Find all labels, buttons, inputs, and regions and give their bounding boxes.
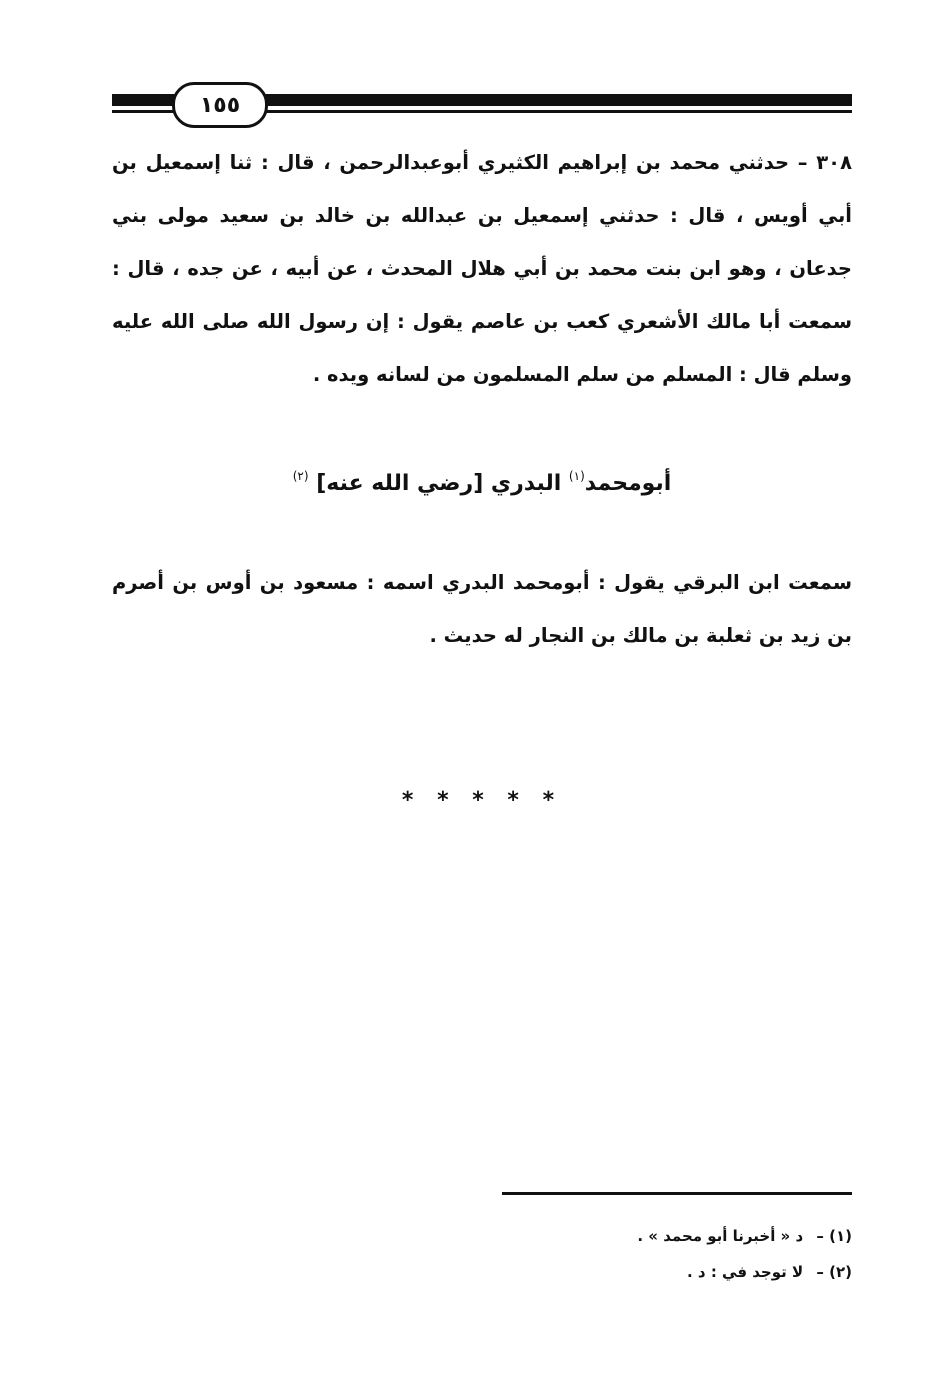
hadith-paragraph: ٣٠٨ – حدثني محمد بن إبراهيم الكثيري أبوعبدالرحمن ، قال : ثنا إسمعيل بن أبي أويس ، قال : حدثني إسمعيل بن عبدالله بن خالد بن سعيد مولى بني جدعان ، وهو ابن بنت محمد بن أبي هلال المحدث ، عن أبيه ، عن جده ، قال : سمعت أبا مالك الأشعري كعب بن عاصم يقول : إن رسول الله صلى الله عليه وسلم قال : المسلم من سلم المسلمون من لسانه ويده . [112,151,852,386]
biography-paragraph: سمعت ابن البرقي يقول : أبومحمد البدري اسمه : مسعود بن أوس بن أصرم بن زيد بن ثعلبة بن مالك بن النجار له حديث . [112,571,852,647]
footnote-text: لا توجد في : د . [686,1263,804,1281]
section-separator: * * * * * [401,788,563,813]
footnote-item [112,1254,852,1290]
page-number-badge [172,82,268,128]
footnote-ref-1: (١) [568,469,585,483]
section-title-name: أبومحمد [584,471,672,496]
footnote-text: د « أخبرنا أبو محمد » . [637,1227,804,1245]
section-title [112,452,852,508]
section-title-rest: البدري [رضي الله عنه] [308,471,569,496]
footnote-item [112,1218,852,1254]
footnote-mark: (٢) – [816,1263,852,1281]
footnote-rule [502,1192,852,1195]
footnote-ref-2: (٢) [292,469,309,483]
footnotes [112,1218,852,1290]
page-number: ١٥٥ [199,92,241,118]
footnote-mark: (١) – [816,1227,852,1245]
